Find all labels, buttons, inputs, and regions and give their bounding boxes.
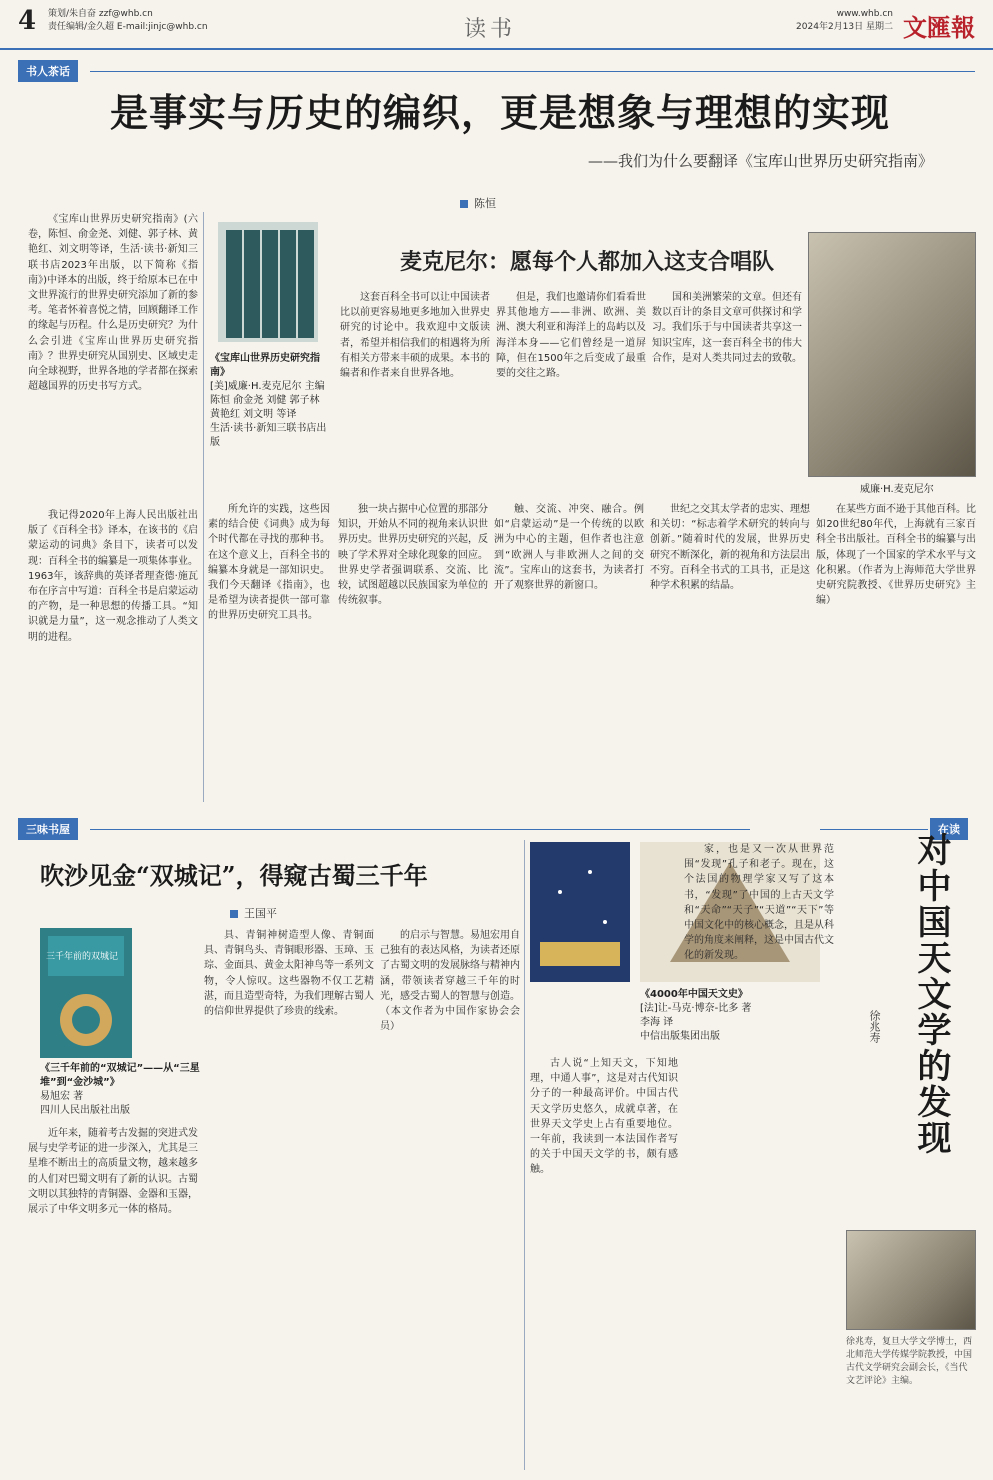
subhead: ——我们为什么要翻译《宝库山世界历史研究指南》 (587, 152, 933, 170)
column-tag-bottom-right: 在读 (930, 818, 968, 840)
article-col-3 (208, 502, 330, 802)
book-set-image (208, 212, 328, 347)
paragraph: 近年来，随着考古发掘的突进式发展与史学考证的进一步深入，尤其是三星堆不断出土的高质量文物，越来越多的人们对巴蜀文明有了新的认识。古蜀文明以其独特的青铜器、金器和玉器，展示了中华文明多元一体的格局。 (28, 1128, 198, 1216)
byline-bottom-left: 王国平 (230, 905, 277, 921)
newspaper-logo: 文匯報 (903, 13, 975, 42)
paragraph: 我记得2020年上海人民出版社出版了《百科全书》译本，在该书的《启蒙运动的词典》条目下，读者可以发现：百科全书的编纂是一项集体事业。1963年，该辞典的英译者理查德·施瓦布在序言中写道：百科全书是启蒙运动的产物，是一种思想的传播工具。“知识就是力量”，这一观念推动了人类文明的进程。 (28, 510, 198, 643)
sidebar-col-2 (496, 290, 646, 480)
bottom-left-col-2 (204, 928, 374, 1471)
site-url[interactable]: www.whb.cn (836, 9, 893, 19)
byline-bottom-right: 徐兆寿 (868, 1010, 881, 1043)
byline-top: 陈恒 (460, 195, 496, 211)
paragraph: 独一块占据中心位置的那部分知识，开始从不同的视角来认识世界历史。世界历史研究的兴起，反映了学术界对全球化现象的回应。世界史学者强调联系、交流、比较，试图超越以民族国家为单位的传统叙事。 (338, 504, 488, 607)
column-rule (90, 71, 975, 72)
paragraph: 触、交流、冲突、融合。例如“启蒙运动”是一个传统的以欧洲为中心的主题，但作者也注意到“欧洲人与非欧洲人之间的交流”。宝库山的这套书，为读者打开了观察世界的新窗口。 (494, 504, 644, 592)
double-city-book-cover (40, 928, 132, 1058)
book-author: 易旭宏 著 (40, 1091, 84, 1102)
editors-info (48, 8, 208, 34)
book-publisher: 生活·读书·新知三联书店出版 (210, 423, 327, 448)
book-publisher: 中信出版集团出版 (640, 1031, 720, 1042)
book-translators: 陈恒 俞金尧 刘健 郭子林 黄艳红 刘文明 等译 (210, 395, 320, 420)
book-cover-text: 三千年前的双城记 (46, 952, 119, 962)
paragraph: 《宝库山世界历史研究指南》(六卷，陈恒、俞金尧、刘健、郭子林、黄艳红、刘文明等译，生活·读书·新知三联书店2023年出版，以下简称《指南》)中译本的出版，终于给原本已在中文世界流行的世界史研究添加了新的参考。笔者怀着喜悦之情，回顾翻译工作的缘起与历程。什么是历史研究？为什么会引进《宝库山世界历史研究指南》？世界史研究从国别史、区域史走向全球视野，世界各地的学者都在探索超越国界的历史书写方式。 (28, 214, 198, 393)
page-number: 4 (18, 6, 37, 36)
book-translator: 李海 译 (640, 1017, 674, 1028)
masthead-date-block (796, 8, 893, 34)
column-rule (203, 212, 204, 802)
book-editor: [美]威廉·H.麦克尼尔 主编 (210, 381, 325, 392)
paragraph: 家，也是又一次从世界范围“发现”孔子和老子。现在，这个法国的物理学家又写了这本书，“发现”了中国的上古天文学和“天命”“天子”“天道”“天下”等中国文化中的核心概念，且是从科学的角度来阐释，这是中国古代文化的新发现。 (684, 844, 834, 962)
masthead (0, 0, 993, 50)
column-rule (524, 840, 525, 1470)
article-col-6 (650, 502, 810, 802)
spacer (333, 502, 334, 802)
book-title: 《三千年前的“双城记”——从“三星堆”到“金沙城”》 (40, 1063, 200, 1088)
author-photo (846, 1230, 976, 1330)
column-tag-top: 书人茶话 (18, 60, 78, 82)
column-tag-bottom-left: 三味书屋 (18, 818, 78, 840)
issue-date: 2024年2月13日 星期二 (796, 22, 893, 32)
bottom-middle-col-1 (530, 1056, 678, 1471)
paragraph: 古人说“上知天文，下知地理，中通人事”，这是对古代知识分子的一种最高评价。中国古代天文学历史悠久，成就卓著，在世界天文学史上占有重要地位。一年前，我读到一本法国作者写的关于中国天文学的书，颇有感触。 (530, 1058, 678, 1176)
bottom-left-col-1 (28, 1126, 198, 1471)
book-title: 《宝库山世界历史研究指南》 (210, 353, 320, 378)
paragraph: 但是，我们也邀请你们看看世界其他地方——非洲、欧洲、美洲、澳大利亚和海洋上的岛屿以及海洋本身——它们曾经是一道屏障，但在1500年之后变成了最重要的交往之路。 (496, 292, 646, 380)
author-note: 徐兆寿，复旦大学文学博士，西北师范大学传媒学院教授，中国古代文学研究会副会长，《当代文艺评论》主编。 (846, 1337, 973, 1386)
headline: 是事实与历史的编织，更是想象与理想的实现 (109, 90, 890, 135)
mcneill-photo (808, 232, 976, 477)
section-name: 读书 (464, 17, 517, 42)
book-author: [法]让-马克·博奈-比多 著 (640, 1003, 752, 1014)
book-publisher: 四川人民出版社出版 (40, 1105, 130, 1116)
book-caption-bottom-left (40, 1062, 200, 1118)
photo-caption: 威廉·H.麦克尼尔 (860, 484, 934, 495)
bottom-left-col-3 (380, 928, 520, 1471)
paragraph: 这套百科全书可以让中国读者比以前更容易地更多地加入世界史研究的讨论中。我欢迎中文版读者，希望并相信我们的相遇将为所有相关方带来丰硕的成果。本书的编者和作者来自世界各地。 (340, 292, 490, 380)
editor-line: 责任编辑/金久超 E-mail:jinjc@whb.cn (48, 22, 208, 32)
sidebar-title: 麦克尼尔：愿每个人都加入这支合唱队 (400, 249, 775, 275)
sidebar-col-1 (340, 290, 490, 480)
book-title: 《4000年中国天文史》 (640, 989, 748, 1000)
column-rule (90, 829, 750, 830)
sidebar-col-3 (652, 290, 802, 480)
article-col-2 (28, 508, 198, 800)
article-col-5 (494, 502, 644, 802)
bottom-left-title: 吹沙见金“双城记”，得窥古蜀三千年 (40, 861, 428, 890)
astronomy-book-cover (530, 842, 630, 982)
editor-line: 策划/朱自奋 zzf@whb.cn (48, 9, 153, 19)
bottom-middle-col-2 (684, 842, 834, 1471)
book-caption-top (210, 352, 332, 450)
paragraph: 的启示与智慧。易旭宏用自己独有的表达风格，为读者还原了古蜀文明的发展脉络与精神内涵，带领读者穿越三千年的时光，感受古蜀人的智慧与创造。（本文作者为中国作家协会会员） (380, 930, 520, 1033)
article-col-1 (28, 212, 198, 504)
article-col-7 (816, 502, 976, 802)
paragraph: 国和美洲繁荣的文章。但还有数以百计的条目文章可供探讨和学习。我们乐于与中国读者共享这一知识宝库，这一套百科全书的伟大合作，是对人类共同过去的致敬。 (652, 292, 802, 364)
paragraph: 世纪之交其太学者的忠实、理想和关切：“标志着学术研究的转向与创新。”随着时代的发展，世界历史研究不断深化，新的视角和方法层出不穷。百科全书式的工具书，正是这种学术积累的结晶。 (650, 504, 810, 592)
paragraph: 具、青铜神树造型人像、青铜面具、青铜鸟头、青铜眼形器、玉璋、玉琮、金面具、黄金太阳神鸟等一系列文物，令人惊叹。这些器物不仅工艺精湛，而且造型奇特，为我们理解古蜀人的信仰世界提供了珍贵的线索。 (204, 930, 374, 1018)
article-col-4 (338, 502, 488, 802)
bottom-right-title: 对中国天文学的发现 (911, 832, 951, 1156)
column-rule (820, 829, 928, 830)
paragraph: 在某些方面不逊于其他百科。比如20世纪80年代，上海就有三家百科全书出版社。百科全书的编纂与出版，体现了一个国家的学术水平与文化积累。（作者为上海师范大学世界史研究院教授、《世界历史研究》主编） (816, 504, 976, 607)
paragraph: 所允许的实践，这些因素的结合使《词典》成为每个时代都在寻找的那种书。在这个意义上，百科全书的编纂本身就是一部知识史。我们今天翻译《指南》，也是希望为读者提供一部可靠的世界历史研究工具书。 (208, 504, 330, 622)
